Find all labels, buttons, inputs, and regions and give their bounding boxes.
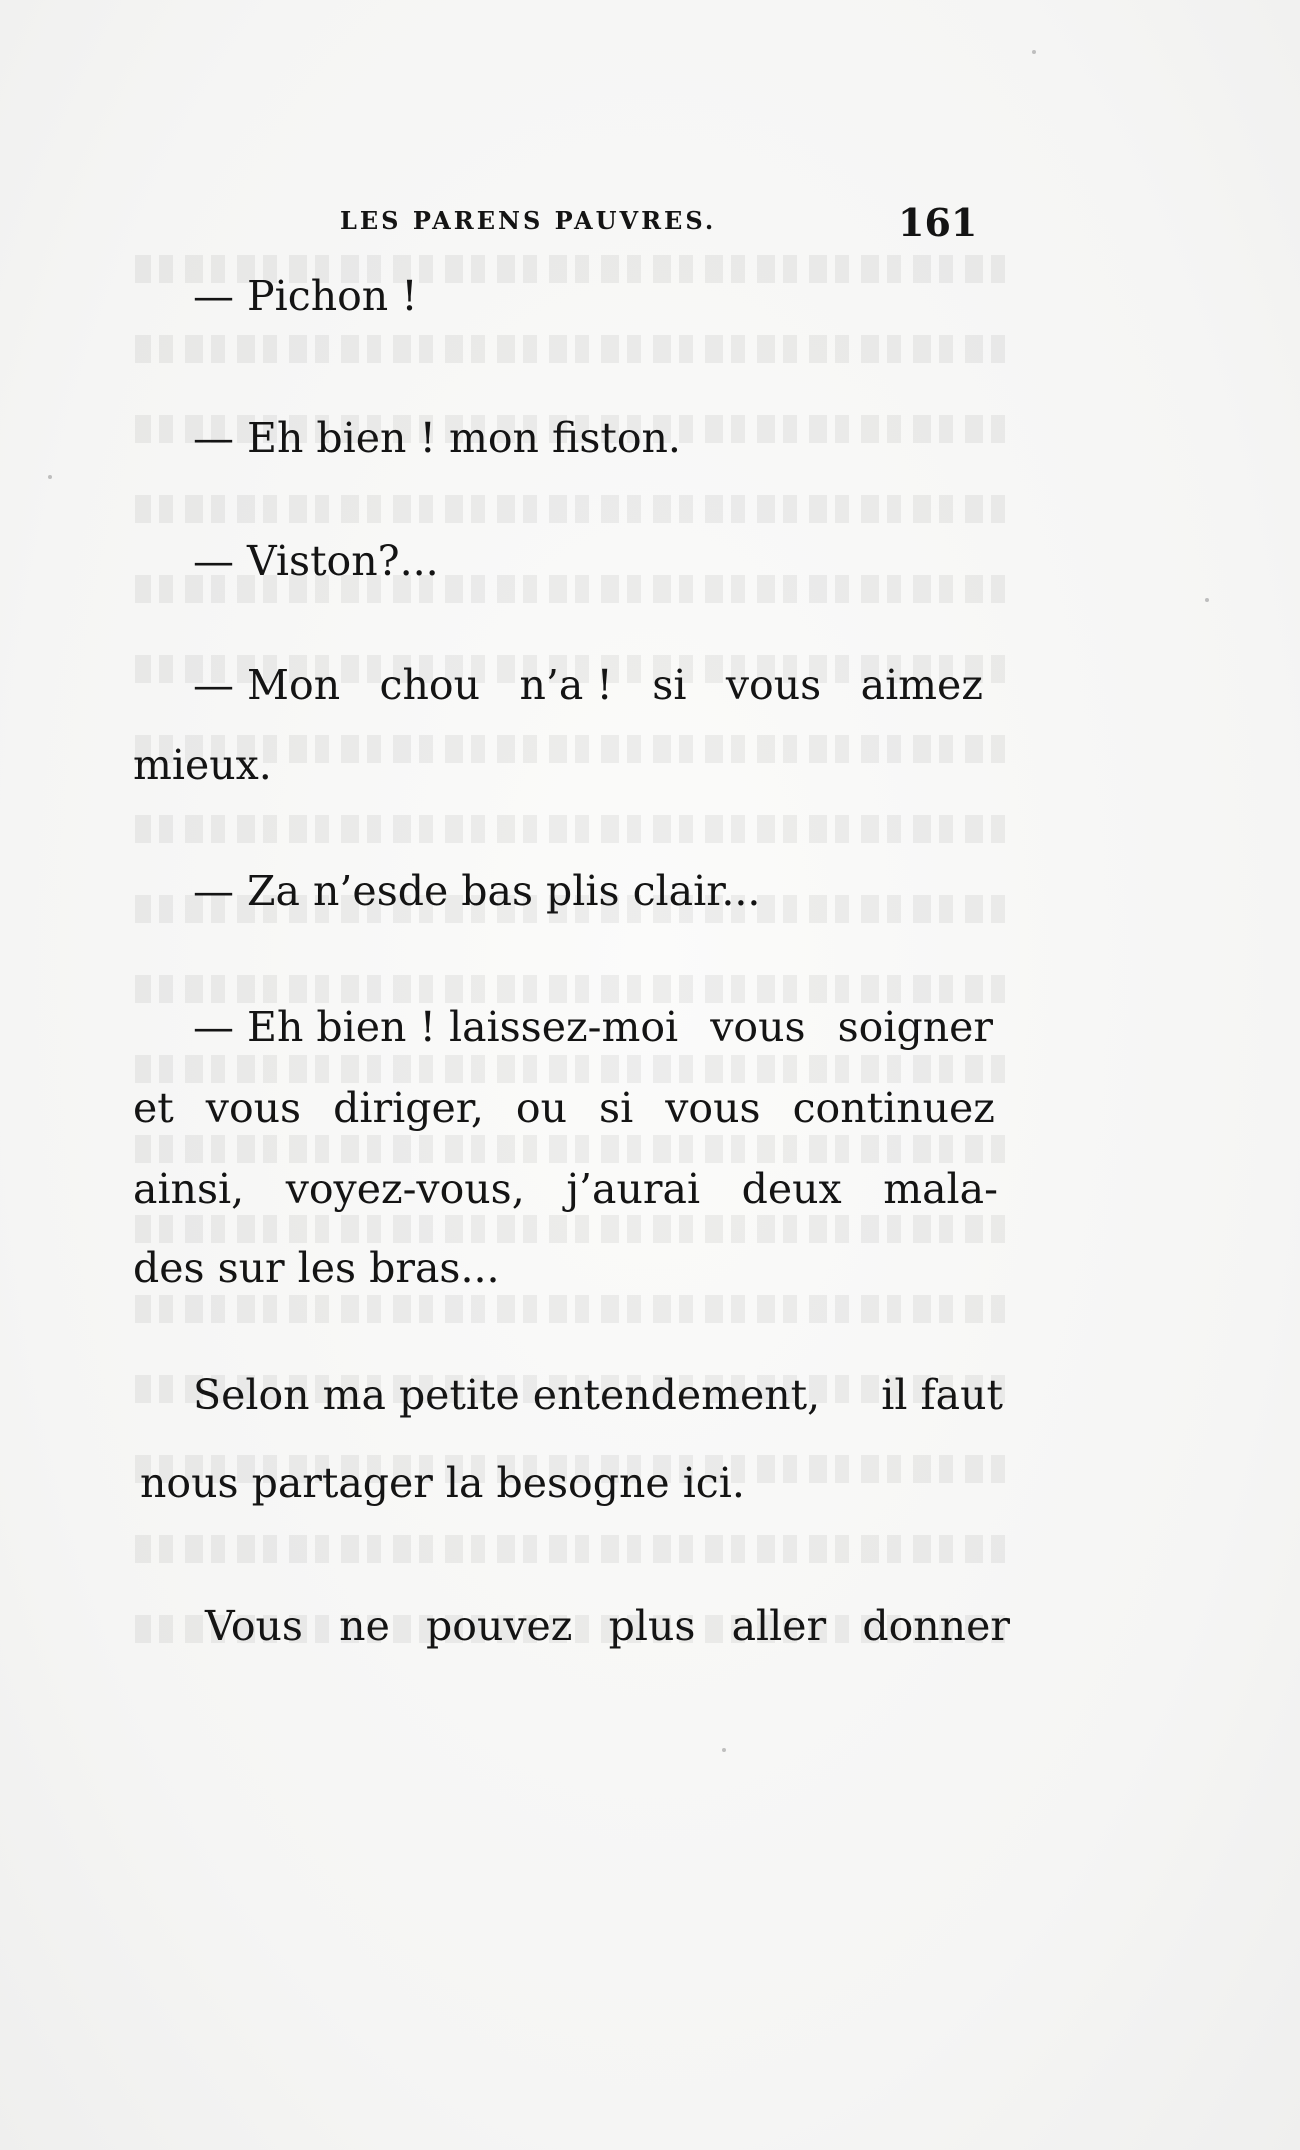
word: ou (515, 1084, 567, 1132)
word: mala- (883, 1165, 998, 1213)
text-line (205, 1602, 1010, 1650)
page-header (0, 200, 1300, 250)
word: il faut (881, 1371, 1003, 1419)
word: continuez (792, 1084, 995, 1132)
word: n’a ! (519, 661, 613, 709)
word: voyez-vous, (285, 1165, 525, 1213)
word: pouvez (426, 1602, 573, 1650)
text-line (193, 661, 983, 709)
word: vous (665, 1084, 761, 1132)
text-line (193, 1371, 1003, 1419)
text-line: des sur les bras... (133, 1244, 500, 1292)
paper-speck (1205, 598, 1209, 602)
word: donner (862, 1602, 1010, 1650)
word: vous (205, 1084, 302, 1132)
text-line: — Eh bien ! mon fiston. (193, 414, 681, 462)
word: vous (710, 1003, 806, 1051)
word: soigner (837, 1003, 993, 1051)
text-line (193, 1003, 993, 1051)
word: plus (608, 1602, 696, 1650)
text-line: — Viston?... (193, 537, 439, 585)
word: ne (339, 1602, 390, 1650)
word: Vous (205, 1602, 303, 1650)
text-line: — Pichon ! (193, 272, 418, 320)
word: diriger, (333, 1084, 484, 1132)
word: si (652, 661, 687, 709)
paper-speck (722, 1748, 726, 1752)
page-number: 161 (898, 200, 978, 245)
word: aller (731, 1602, 827, 1650)
word: — Mon (193, 661, 341, 709)
word: — Eh bien ! laissez-moi (193, 1003, 679, 1051)
text-line (133, 1165, 998, 1213)
word: Selon ma petite entendement, (193, 1371, 821, 1419)
word: deux (741, 1165, 842, 1213)
text-line: nous partager la besogne ici. (140, 1459, 745, 1507)
word: si (599, 1084, 634, 1132)
paper-speck (1032, 50, 1036, 54)
text-line (133, 1084, 995, 1132)
word: aimez (860, 661, 983, 709)
word: chou (379, 661, 481, 709)
running-title: LES PARENS PAUVRES. (340, 206, 717, 235)
text-line: — Za n’esde bas plis clair... (193, 867, 761, 915)
word: et (133, 1084, 174, 1132)
word: j’aurai (566, 1165, 701, 1213)
word: ainsi, (133, 1165, 245, 1213)
word: vous (725, 661, 822, 709)
text-line: mieux. (133, 741, 272, 789)
paper-speck (48, 475, 52, 479)
